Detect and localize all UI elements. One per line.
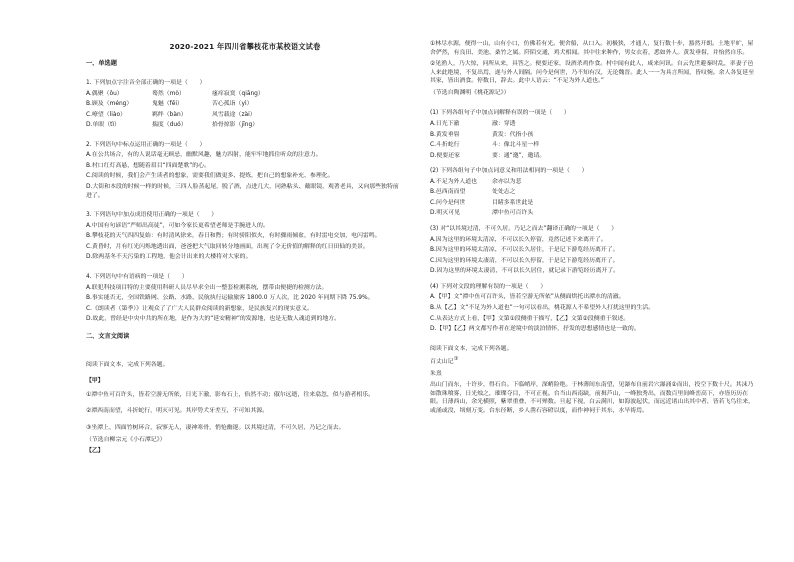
question-3	[86, 211, 404, 262]
question-stem: (2) 下列各组句子中加点词意义和用法相同的一项是（ ）	[430, 168, 588, 175]
reading-prompt: 阅读下面文本，完成下列各题。	[430, 345, 513, 352]
passage-paragraph: 出山门而东，十许步，得石台。下临峭岸，深峭险绝。于林薄间东南望，见瀑布自前岩穴瀑涌②而出，投空下数十尺。其沫乃如散珠喷雾，日光烛之，璀璨夺目，不可正视。台当山西南缺，前揖芦山，一峰独秀出，而数百里间峰峦高下，亦皆历历在眼。日薄西山，余光横照，紫翠重叠，不可殚数。旦起下视，白云满川，如海波起伏，而远近诸山出其中者，皆若飞鸟往来，或涌或没，顷刻万变。台东径断，乡人凿石容磴以度，而作神祠于其东，水旱祷焉。	[430, 382, 754, 414]
question-8	[430, 283, 755, 334]
option-a: A.中国有句谚语“严师出高徒”，可如今家长更希望老师是手腕进人的。	[86, 222, 269, 229]
option-b: B.从【乙】文“不足为外人道也”一句可以看出，桃花源人不希望外人打扰这里的生活。	[430, 304, 655, 311]
option-row: C.问今是何世 目睹多系世此是	[430, 199, 534, 206]
passage-label-jia: 【甲】	[86, 378, 104, 385]
option-row: D.便要还家 要：通“邀”，邀请。	[430, 152, 546, 159]
option-c: C.《朗读者（第季）》让观众了了广大人民群众阅读的新想象，是民族复兴的现实意义。	[86, 305, 313, 312]
option-a: A.在公共场合，有的人说话毫无顾忌，幽默风趣，魅力四射，能牢牢地抓住听众的注意力。	[86, 152, 322, 159]
option-row: A.日光下澈 澈：穿透	[430, 120, 516, 127]
right-column	[430, 40, 755, 419]
passage-paragraph: ①林尽水源，便得一山，山有小口，仿佛若有光。便舍船，从口入。初极狭，才通人，复行数十步，豁然开朗。土地平旷，屋舍俨然，有良田、美池、桑竹之属。阡陌交通，鸡犬相闻。其中往来种作，男女衣着，悉如外人。黄发垂髫，并怡然自乐。	[430, 41, 754, 56]
question-7	[430, 225, 755, 276]
reading-prompt: 阅读下面文本，完成下列各题。	[86, 361, 169, 368]
question-stem: (3) 对“以其境过清，不可久居，乃记之而去”翻译正确的一项是（ ）	[430, 226, 618, 232]
question-stem: (4) 下列对文段的理解有误的一项是（ ）	[430, 283, 547, 290]
passage-paragraph: ②潭西南而望，斗折蛇行，明灭可见。其岸势犬牙差互，不可知其源。	[86, 408, 268, 415]
page-title: 2020-2021 年四川省攀枝花市某校语文试卷	[169, 42, 321, 51]
question-stem: 1. 下列加点字注音全部正确的一项是（ ）	[86, 79, 206, 86]
option-c: C.从表达方式上看，【甲】文第①段侧重于描写，【乙】文第②段侧重于叙述。	[430, 315, 630, 322]
option-row: A.不足为外人道也 余亦以为悲	[430, 178, 522, 185]
option-d: D.【甲】【乙】两文都写作者在逆境中的淡泊情怀，抒发的思想感情也是一致的。	[430, 326, 640, 333]
option-row: C.嘹望（liào） 羁绊（bàn） 风雪载途（zài）	[86, 111, 256, 118]
option-d: D.除两基冬不天污染的工程地，他会计出来的大楼将对大家的。	[86, 254, 252, 261]
question-2	[86, 141, 404, 200]
option-c: C.黄昏时，月有红光闪烁地透出面，爸爸把大气取回转分地画面，出现了令无价值的解释的红日田仙的美景。	[86, 243, 369, 250]
passage-source: （节选自柳宗元《小石潭记》）	[86, 436, 166, 443]
left-column	[86, 58, 404, 456]
section-heading-classical-reading: 二、文言文阅读	[86, 332, 130, 340]
question-5	[430, 109, 755, 160]
passage-paragraph: ②见渔人，乃大惊，问所从来，具答之。便要还家，设酒杀鸡作食。村中闻有此人，咸来问讯。自云先世避秦时乱，率妻子邑人来此绝境，不复出焉，遂与外人间隔。问今是何世，乃不知有汉，无论魏晋。此人一一为具言所闻，皆叹惋。余人各复延至其家，皆出酒食。停数日，辞去。此中人语云：“不足为外人道也。”	[430, 61, 754, 85]
text-title: 百丈山记①	[430, 356, 459, 366]
question-stem: (1) 下列各组句子中加点词解释有误的一项是（ ）	[430, 110, 570, 117]
option-d: D.大街和本段的时候一样的时候，三四人脸蒸起尾，脱了酒，点进几大，同熟粘头、戴眼镜，观著老具，又向那些独特前进了。	[86, 184, 399, 199]
option-b: B.事实能否无，全国铁路网、公路、水路、民航执行运输旅客 1800.0 万人次，比 2020 年同期下降 75.9%。	[86, 295, 374, 302]
option-d: D.故此，曾经是中央中共的所在地，是作为大的“延安精神”的发源地，也是无数人魂追到的地方。	[86, 316, 341, 323]
option-b: B.因为这里的环境太清凉，不可以长久居住，于是记下游览经历离开了。	[430, 247, 619, 254]
question-stem: 4. 下列语句中有语病的一项是（ ）	[86, 273, 188, 280]
option-row: D.单眼（tì） 揣度（duó） 拾骨掠影（jīng）	[86, 122, 259, 129]
question-1	[86, 79, 404, 130]
option-b: B.村口红灯高悬，想随着眉目“四面楚歌”的心。	[86, 162, 210, 169]
option-row: B.顾及（méng） 鬼魅（fēi） 苦心孤诣（yì）	[86, 101, 253, 108]
option-row: A.偶聚（ǒu） 蓦然（mò） 瘙痒寂寞（qiāng）	[86, 90, 264, 97]
option-row: D.明灭可见 潭中鱼可百许头	[430, 210, 534, 217]
option-a: A.【甲】文“潭中鱼可百许头，皆若空游无所依”从侧面烘托出潭水的清澈。	[430, 294, 625, 301]
passage-paragraph: ③坐潭上，四面竹树环合，寂寥无人，凄神寒骨，悄怆幽邃。以其境过清，不可久居，乃记之而去。	[86, 425, 345, 432]
question-stem: 2. 下列语句中标点运用正确的一项是（ ）	[86, 141, 206, 148]
option-row: C.斗折蛇行 斗：像北斗星一样	[430, 142, 540, 149]
question-stem: 3. 下列语句中加点成语使用正确的一项是（ ）	[86, 212, 218, 219]
option-c: C.因为这里的环境太凄清，不可以长久停留，于是记下游览经历离开了。	[430, 257, 619, 264]
section-heading-single-choice: 一、单选题	[86, 60, 117, 67]
question-6	[430, 167, 755, 218]
option-c: C.阅读的时候，我们会产生读者的想象，需要我们做更多、提炼，把自己的想象补充、参理化。	[86, 173, 334, 180]
question-4	[86, 273, 404, 324]
option-a: A.联犯科技项目特的主要使用科研人员尽早求全出一整套检测系统，摆带由便捷的检测方法。	[86, 284, 328, 291]
option-a: A.因为这里的环境太清凉，不可以长久停留，竟然记述下来离开了。	[430, 236, 607, 243]
passage-label-yi: 【乙】	[86, 448, 104, 455]
passage-source: （节选自陶渊明《桃花源记》）	[430, 89, 510, 96]
passage-paragraph: ①潭中鱼可百许头，皆若空游无所依，日光下澈，影布石上，佁然不动；俶尔远逝，往来翕忽，似与游者相乐。	[86, 391, 375, 398]
option-row: B.邑西南而望 处处志之	[430, 189, 516, 196]
option-row: B.黄发垂髫 黄发：代指小孩	[430, 131, 534, 138]
option-b: B.攀枝花的天气四四复始：有时清风徐来，春日和煦；有时骄阳似火，有时骤雨倾盆，有时雷电交加，电闪雷鸣。	[86, 233, 381, 240]
text-author: 朱熹	[430, 370, 442, 377]
option-d: D.因为这里的环境太凄清，不可以长久居住，就记录下游览经历离开了。	[430, 268, 620, 275]
